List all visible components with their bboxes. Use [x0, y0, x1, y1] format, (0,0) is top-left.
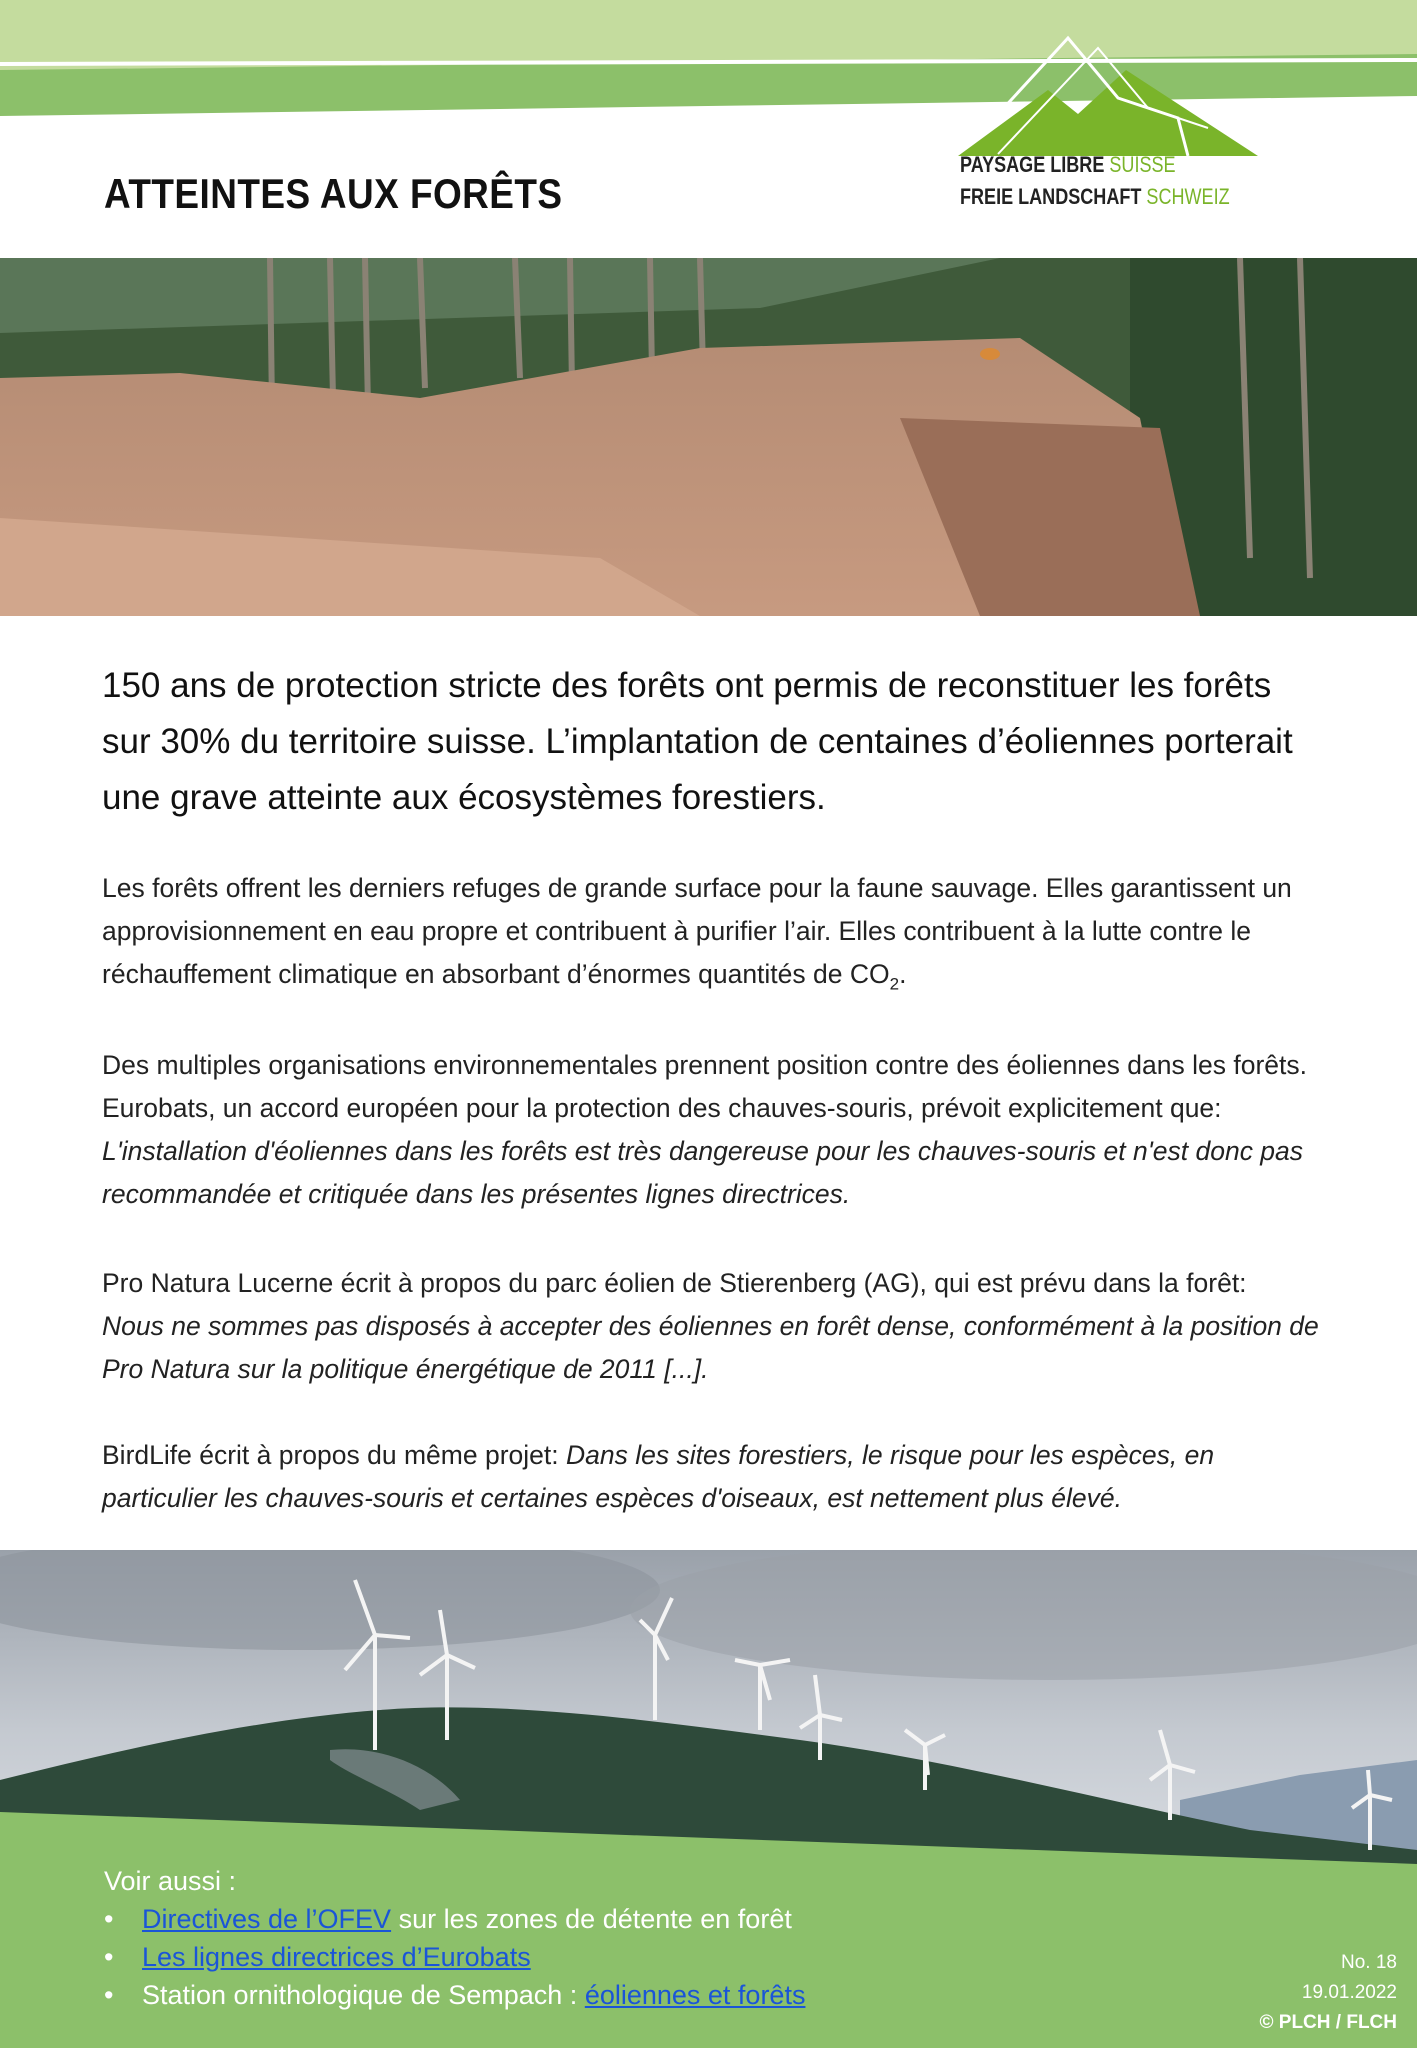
see-also-section [104, 1862, 805, 2014]
period: . [899, 959, 907, 989]
birdlife-intro: BirdLife écrit à propos du même projet: [102, 1440, 566, 1470]
paragraph-forest-value [102, 867, 1342, 1005]
logo-text-line-1 [960, 152, 1176, 178]
quote-line: particulier les chauves-souris et certaines espèces d'oiseaux, est nettement plus élevé. [102, 1483, 1122, 1513]
paragraph-line: Des multiples organisations environnementales prennent position contre des éoliennes dans les forêts. [102, 1050, 1307, 1080]
bullet: • [104, 1980, 114, 2010]
paragraph-line: Pro Natura Lucerne écrit à propos du parc éolien de Stierenberg (AG), qui est prévu dans la forêt: [102, 1268, 1247, 1298]
bullet: • [104, 1942, 114, 1972]
paragraph-birdlife [102, 1434, 1342, 1520]
paragraph-line: approvisionnement en eau propre et contribuent à purifier l’air. Elles contribuent à la lutte contre le [102, 916, 1252, 946]
logo-text-line-2 [960, 184, 1230, 210]
logo-brand-de: FREIE LANDSCHAFT [960, 184, 1142, 209]
quote-fragment: Dans les sites forestiers, le risque pour les espèces, en [565, 1440, 1215, 1470]
bullet: • [104, 1904, 114, 1934]
quote-line: Pro Natura sur la politique énergétique de 2011 [...]. [102, 1354, 709, 1384]
link-ofev-directives[interactable]: Directives de l’OFEV [142, 1904, 392, 1934]
see-also-heading: Voir aussi : [104, 1866, 237, 1896]
quote-line: recommandée et critiquée dans les présentes lignes directrices. [102, 1179, 851, 1209]
forest-clearing-photo [0, 258, 1417, 616]
paragraph-line: Les forêts offrent les derniers refuges de grande surface pour la faune sauvage. Elles garantissent un [102, 873, 1292, 903]
see-also-item [104, 1938, 805, 1976]
quote-line: L'installation d'éoliennes dans les forêts est très dangereuse pour les chauves-souris et n'est donc pas [102, 1136, 1304, 1166]
co2-text: réchauffement climatique en absorbant d’énormes quantités de CO [102, 959, 890, 989]
item-text: Station ornithologique de Sempach : [142, 1980, 585, 2010]
issue-number: No. 18 [1341, 1952, 1397, 1973]
paragraph-line [102, 1434, 1342, 1477]
logo-accent-de: SCHWEIZ [1146, 184, 1230, 209]
item-text: sur les zones de détente en forêt [391, 1904, 792, 1934]
link-eurobats-guidelines[interactable]: Les lignes directrices d’Eurobats [142, 1942, 531, 1972]
paragraph-line: Eurobats, un accord européen pour la protection des chauves-souris, prévoit explicitement que: [102, 1093, 1222, 1123]
link-wind-turbines-forests[interactable]: éoliennes et forêts [584, 1980, 806, 2010]
co2-subscript: 2 [889, 974, 900, 994]
paragraph-eurobats [102, 1044, 1342, 1216]
issue-date: 19.01.2022 [1301, 1982, 1397, 2003]
logo-mountain-icon [958, 28, 1258, 158]
see-also-item [104, 1976, 805, 2014]
logo-accent-fr: SUISSE [1109, 152, 1176, 177]
paragraph-pro-natura [102, 1262, 1342, 1391]
lead-paragraph: 150 ans de protection stricte des forêts ont permis de reconstituer les forêts sur 30% du territoire suisse. L’implantation de centaines d’éoliennes porterait une grave atteinte aux écosystèmes forestiers. [102, 666, 1293, 817]
see-also-item [104, 1900, 805, 1938]
paragraph-line [102, 953, 1342, 1005]
footer-meta [1260, 1948, 1398, 2038]
page-title: ATTEINTES AUX FORÊTS [104, 170, 563, 217]
copyright: © PLCH / FLCH [1259, 2012, 1397, 2033]
logo-brand-fr: PAYSAGE LIBRE [960, 152, 1105, 177]
quote-line: Nous ne sommes pas disposés à accepter des éoliennes en forêt dense, conformément à la position de [102, 1311, 1319, 1341]
